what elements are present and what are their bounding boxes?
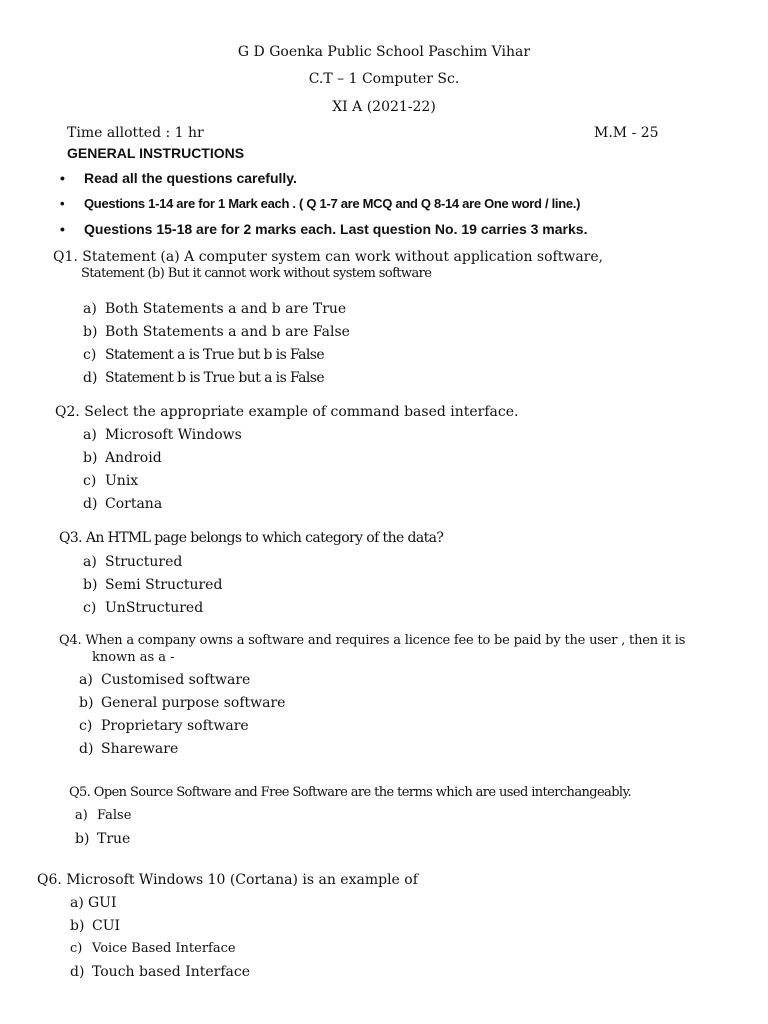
question-1-option: a) Both Statements a and b are True <box>83 301 347 317</box>
question-3-option: b) Semi Structured <box>83 577 223 593</box>
question-6-option: a) GUI <box>70 895 117 911</box>
question-4-option: b) General purpose software <box>79 695 286 711</box>
question-4-option: d) Shareware <box>79 741 179 757</box>
question-5-option: a) False <box>75 808 132 823</box>
question-4-text-continued: known as a - <box>92 650 175 665</box>
time-allotted: Time allotted : 1 hr <box>67 125 204 141</box>
question-6-text: Q6. Microsoft Windows 10 (Cortana) is an example of <box>37 872 418 888</box>
instructions-title: GENERAL INSTRUCTIONS <box>67 145 245 161</box>
class-year: XI A (2021-22) <box>332 99 436 115</box>
question-4-option: c) Proprietary software <box>79 718 249 734</box>
question-6-option: c) Voice Based Interface <box>70 941 236 956</box>
instruction-item: • Questions 15-18 are for 2 marks each. Last question No. 19 carries 3 marks. <box>60 221 588 237</box>
question-2-option: c) Unix <box>83 473 139 489</box>
question-2-option: d) Cortana <box>83 496 163 512</box>
bullet-icon: • <box>60 170 65 186</box>
question-3-option: a) Structured <box>83 554 183 570</box>
question-1-text-continued: Statement (b) But it cannot work without system software <box>81 266 432 281</box>
question-2-option: a) Microsoft Windows <box>83 427 242 443</box>
question-5-text: Q5. Open Source Software and Free Software are the terms which are used interchangeably. <box>69 785 632 800</box>
instruction-item: • Read all the questions carefully. <box>60 170 297 186</box>
question-1-option: c) Statement a is True but b is False <box>83 347 325 363</box>
question-4-text: Q4. When a company owns a software and requires a licence fee to be paid by the user , then it is <box>59 633 686 648</box>
bullet-icon: • <box>60 196 65 211</box>
question-4-option: a) Customised software <box>79 672 251 688</box>
school-name: G D Goenka Public School Paschim Vihar <box>237 44 531 60</box>
question-6-option: d) Touch based Interface <box>70 964 250 980</box>
question-1-option: b) Both Statements a and b are False <box>83 324 350 340</box>
instruction-item: • Questions 1-14 are for 1 Mark each . ( Q 1-7 are MCQ and Q 8-14 are One word / line.) <box>60 196 581 211</box>
question-3-text: Q3. An HTML page belongs to which category of the data? <box>59 530 444 546</box>
test-title: C.T – 1 Computer Sc. <box>308 71 460 87</box>
question-3-option: c) UnStructured <box>83 600 204 616</box>
question-5-option: b) True <box>75 831 131 847</box>
question-6-option: b) CUI <box>70 918 121 934</box>
question-1-option: d) Statement b is True but a is False <box>83 370 325 386</box>
question-1-text: Q1. Statement (a) A computer system can work without application software, <box>53 249 604 265</box>
max-marks: M.M - 25 <box>594 125 659 141</box>
question-2-text: Q2. Select the appropriate example of command based interface. <box>55 404 519 420</box>
question-2-option: b) Android <box>83 450 162 466</box>
bullet-icon: • <box>60 221 65 237</box>
